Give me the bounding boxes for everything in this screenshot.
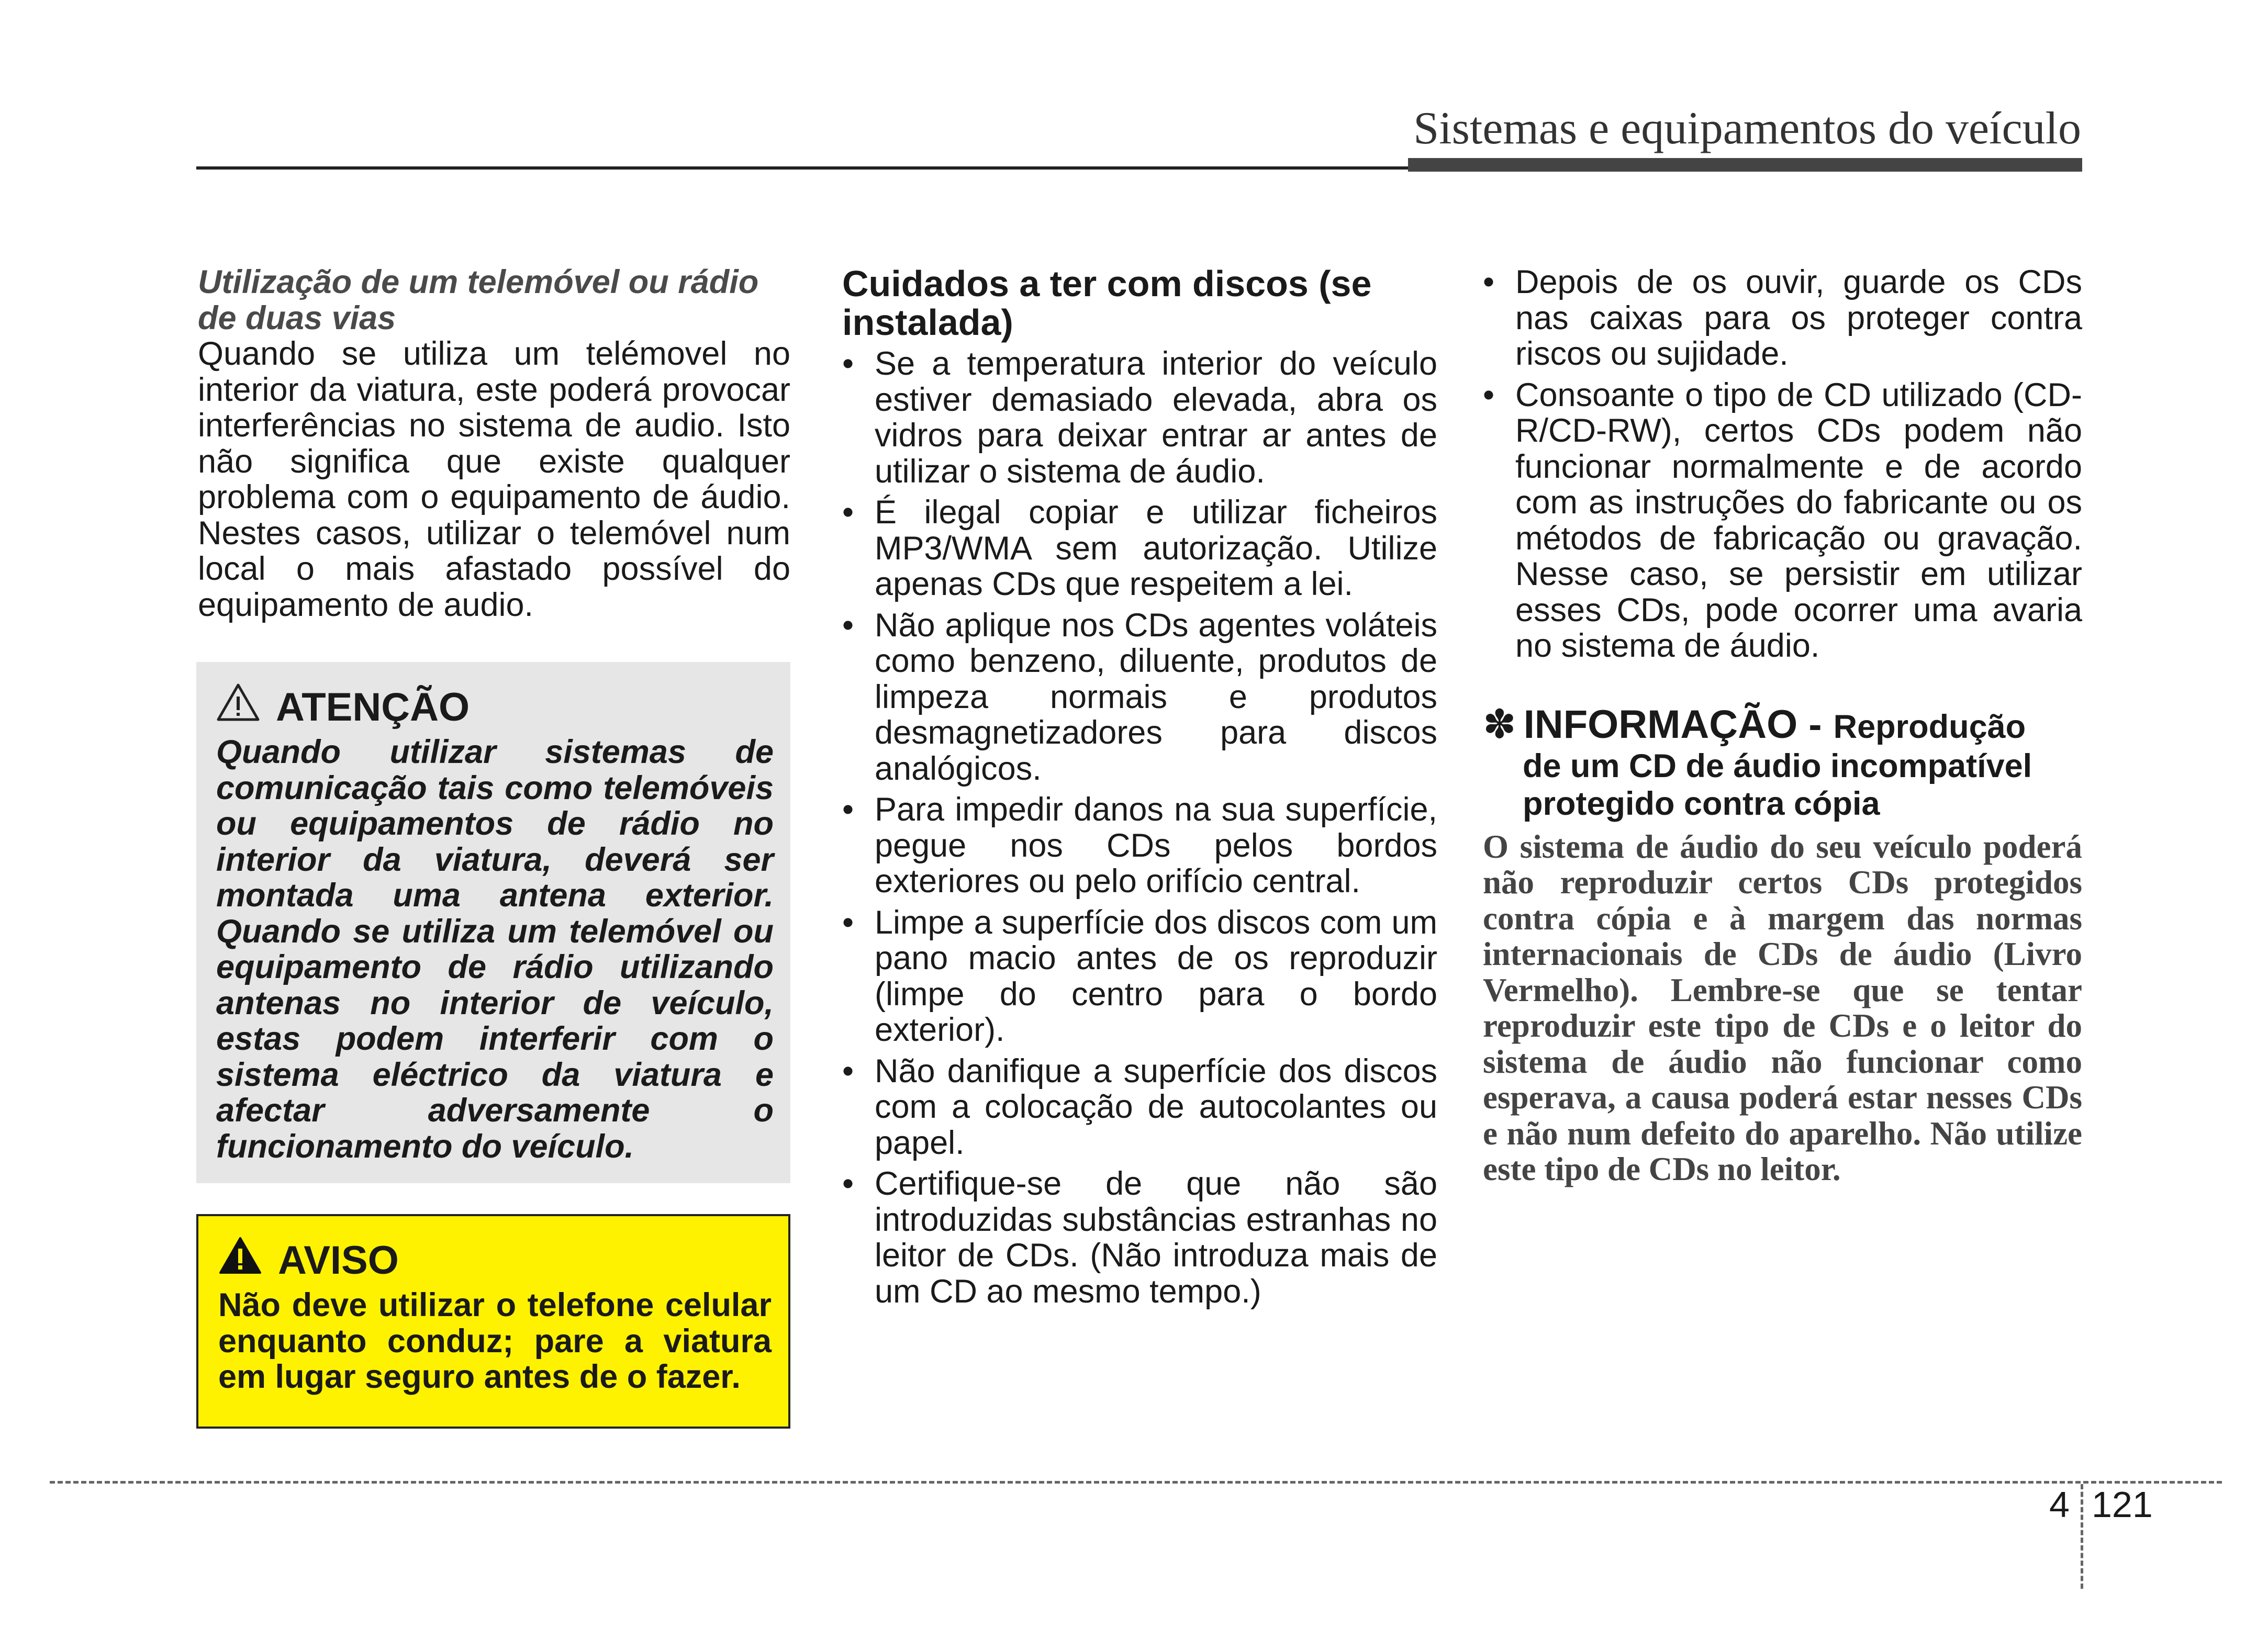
column-left bbox=[198, 264, 790, 623]
footer-divider bbox=[50, 1481, 2222, 1484]
disc-care-heading: Cuidados a ter com discos (se instalada) bbox=[842, 263, 1372, 343]
list-item: • Certifique-se de que não são introduzidas substâncias estranhas no leitor de CDs. (Não introduza mais de um CD ao mesmo tempo.) bbox=[842, 1166, 1437, 1309]
list-item: • Para impedir danos na sua superfície, pegue nos CDs pelos bordos exteriores ou pelo orifício central. bbox=[842, 792, 1437, 900]
information-text: O sistema de áudio do seu veículo poderá não reproduzir certos CDs protegidos contra cópia e à margem das normas internacionais de CDs de áudio (Livro Vermelho). Lembre-se que se tentar reproduzir este tipo de CDs e o leitor do sistema de áudio não funcionar como esperava, a causa poderá estar nesses CDs e não num defeito do aparelho. Não utilize este tipo de CDs no leitor. bbox=[1483, 828, 2082, 1187]
information-label: INFORMAÇÃO - bbox=[1523, 702, 1822, 747]
list-item: • Não aplique nos CDs agentes voláteis como benzeno, diluente, produtos de limpeza normais e produtos desmagnetizadores para discos analógicos. bbox=[842, 608, 1437, 787]
information-star-icon: ✽ bbox=[1483, 702, 1516, 747]
warning-triangle-filled-icon bbox=[218, 1236, 262, 1285]
list-item: • Depois de os ouvir, guarde os CDs nas caixas para os proteger contra riscos ou sujidade. bbox=[1483, 264, 2082, 372]
section-subhead: Utilização de um telemóvel ou rádio de duas vias bbox=[198, 264, 759, 336]
chapter-number: 4 bbox=[2049, 1484, 2070, 1525]
header-title: Sistemas e equipamentos do veículo bbox=[1413, 103, 2081, 154]
section-body: Quando se utiliza um telémovel no interior da viatura, este poderá provocar interferências no sistema de audio. Isto não significa que existe qualquer problema com o equipamento de áudio. Nestes casos, utilizar o telemóvel num local o mais afastado possível do equipamento de audio. bbox=[198, 335, 790, 623]
footer-vertical-divider bbox=[2081, 1484, 2083, 1589]
page-number: 121 bbox=[2092, 1484, 2153, 1525]
disc-care-list bbox=[842, 346, 1437, 1309]
attention-text: Quando utilizar sistemas de comunicação tais como telemóveis ou equipamentos de rádio no interior da viatura, deverá ser montada uma antena exterior. Quando se utiliza um telemóvel ou equipamento de rádio utilizando antenas no interior de veículo, estas podem interferir com o sistema eléctrico da viatura e afectar adversamente o funcionamento do veículo. bbox=[216, 734, 774, 1165]
attention-title-row bbox=[216, 683, 774, 732]
information-title-line2: de um CD de áudio incompatível bbox=[1523, 747, 2032, 784]
list-item: • Se a temperatura interior do veículo estiver demasiado elevada, abra os vidros para deixar entrar ar antes de utilizar o sistema de áudio. bbox=[842, 346, 1437, 489]
warning-triangle-outline-icon bbox=[216, 683, 260, 732]
column-right bbox=[1483, 264, 2082, 1187]
list-item: • Consoante o tipo de CD utilizado (CD-R/CD-RW), certos CDs podem não funcionar normalmente e de acordo com as instruções do fabricante ou os métodos de fabricação ou gravação. Nesse caso, se persistir em utilizar esses CDs, pode ocorrer uma avaria no sistema de áudio. bbox=[1483, 377, 2082, 664]
warning-title: AVISO bbox=[278, 1238, 399, 1283]
information-title-line3: protegido contra cópia bbox=[1523, 785, 1880, 822]
information-heading bbox=[1483, 701, 2082, 823]
list-item: • É ilegal copiar e utilizar ficheiros MP3/WMA sem autorização. Utilize apenas CDs que respeitem a lei. bbox=[842, 495, 1437, 602]
attention-title: ATENÇÃO bbox=[276, 685, 470, 729]
warning-text: Não deve utilizar o telefone celular enquanto conduz; pare a viatura em lugar seguro antes de o fazer. bbox=[218, 1287, 772, 1395]
warning-box bbox=[196, 1214, 790, 1429]
warning-title-row bbox=[218, 1236, 772, 1285]
list-item: • Limpe a superfície dos discos com um pano macio antes de os reproduzir (limpe do centro para o bordo exterior). bbox=[842, 905, 1437, 1048]
column-middle bbox=[842, 264, 1437, 1315]
information-title-start: Reprodução bbox=[1833, 708, 2026, 745]
disc-care-list-continued bbox=[1483, 264, 2082, 664]
attention-box bbox=[196, 662, 790, 1183]
header-rule-thick bbox=[1408, 158, 2082, 172]
list-item: • Não danifique a superfície dos discos com a colocação de autocolantes ou papel. bbox=[842, 1053, 1437, 1161]
